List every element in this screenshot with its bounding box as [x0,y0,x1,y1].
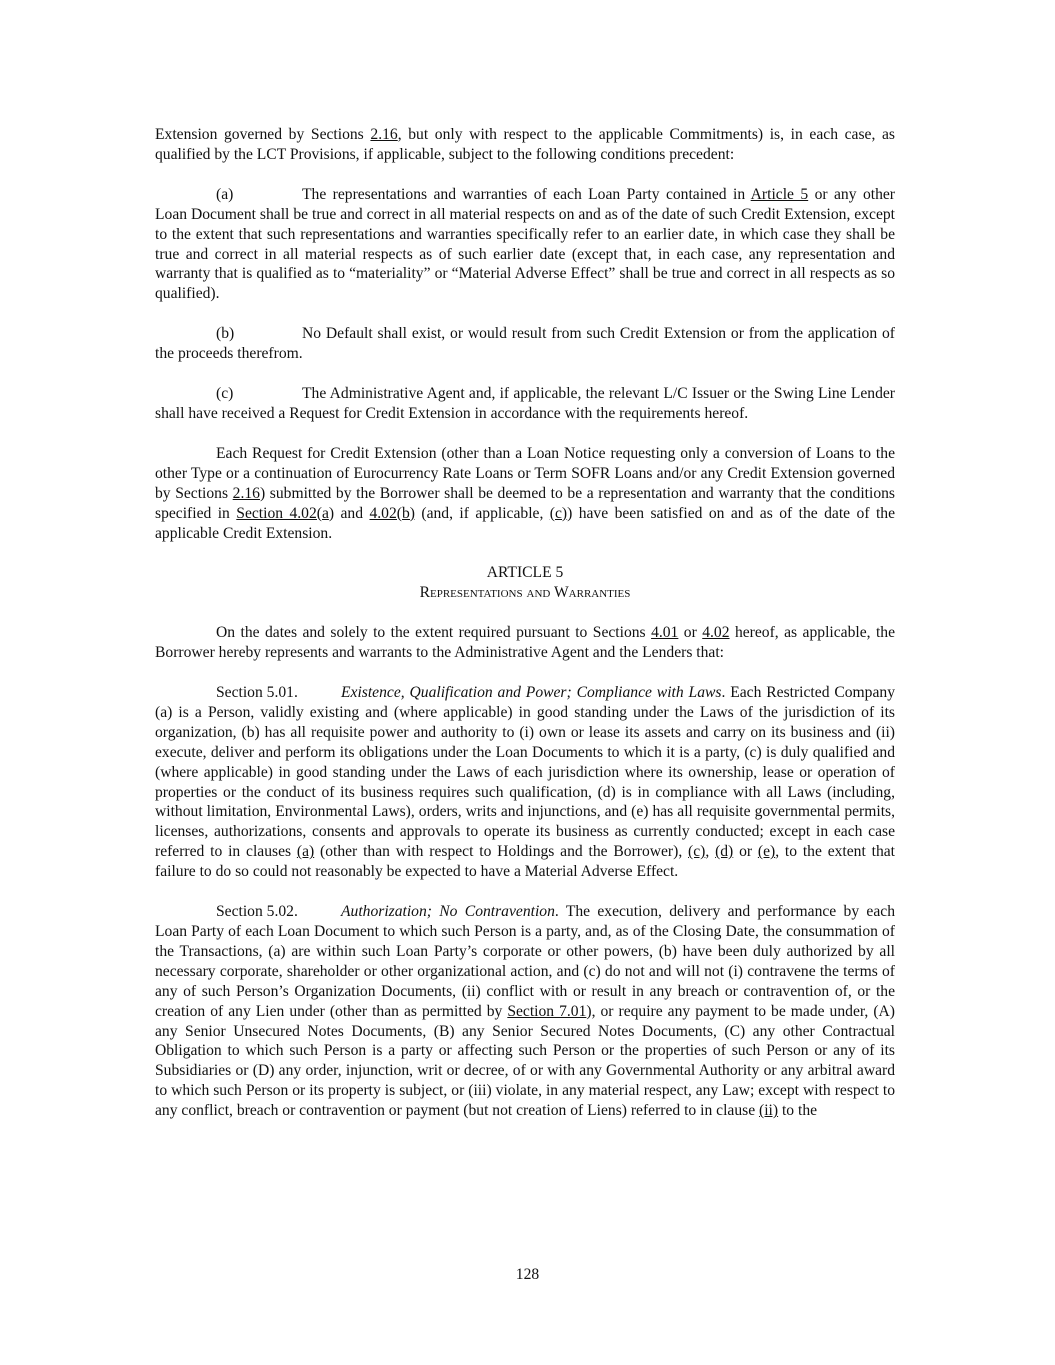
clause-a-label: (a) [216,185,234,203]
section-4-02a-reference: Section 4.02(a [236,504,329,522]
article-title: Representations and Warranties [419,584,631,602]
article-5-reference: Article 5 [750,185,809,203]
section-5-01-title: Existence, Qualification and Power; Compliance with Laws [341,684,722,702]
section-5-02: Section 5.02. Authorization; No Contravention. The execution, delivery and performance by each Loan Party of each Loan Document to which such Person is a party, and, as of the Closing Date, the consummation of the Transactions, (a) are within such Loan Party’s corporate or other powers, (b) have been duly authorized by all necessary corporate, shareholder or other organizational action, and (c) do not and will not (i) contravene the terms of any of such Person’s Organization Documents, (ii) conflict with or result in any breach or contravention of, or the creation of any Lien under (other than as permitted by Section 7.01), or require any payment to be made under, (A) any Senior Unsecured Notes Documents, (B) any Senior Secured Notes Documents, (C) any other Contractual Obligation to which such Person is a party or affecting such Person or the properties of such Person or any of its Subsidiaries or (D) any order, injunction, writ or decree, of or with any Governmental Authority or any arbitral award to which such Person or its property is subject, or (iii) violate, in any material respect, any Law; except with respect to any conflict, breach or contravention or payment (but not creation of Liens) referred to in clause (ii) to the [155,903,895,1120]
clause-a-reference: (a) [296,843,315,861]
page-body [155,125,895,1121]
clause-ii-reference: (ii) [759,1102,779,1120]
section-5-02-title: Authorization; No Contravention [341,903,555,921]
section-4-01-reference: 4.01 [651,624,679,642]
clause-c-label: (c) [216,385,234,403]
section-4-02b-reference: 4.02(b) [369,504,415,522]
clause-b: (b) No Default shall exist, or would result from such Credit Extension or from the application of the proceeds therefrom. [155,325,895,363]
section-5-01-number: Section 5.01. [216,684,298,702]
clause-b-label: (b) [216,325,235,343]
dates-paragraph: On the dates and solely to the extent required pursuant to Sections 4.01 or 4.02 hereof, as applicable, the Borrower hereby represents and warrants to the Administrative Agent and the Lenders that: [155,624,896,662]
section-5-01: Section 5.01. Existence, Qualification and Power; Compliance with Laws. Each Restricted Company (a) is a Person, validly existing and (where applicable) in good standing under the Laws of the jurisdiction of its organization, (b) has all requisite power and authority to (i) own or lease its assets and carry on its business and (ii) execute, deliver and perform its obligations under the Loan Documents to which it is a party, (c) is duly qualified and (where applicable) in good standing under the Laws of each jurisdiction where its ownership, lease or operation of properties or the conduct of its business requires such qualification, (d) is in compliance with all Laws (including, without limitation, Environmental Laws), orders, writs and injunctions, and (e) has all requisite governmental permits, licenses, authorizations, consents and approvals to operate its business as currently conducted; except in each case referred to in clauses (a) (other than with respect to Holdings and the Borrower), (c), (d) or (e), to the extent that failure to do so could not reasonably be expected to have a Material Adverse Effect. [155,684,896,881]
article-heading: ARTICLE 5 [486,564,564,582]
request-paragraph: Each Request for Credit Extension (other than a Loan Notice requesting only a conversion of Loans to the other Type or a continuation of Eurocurrency Rate Loans or Term SOFR Loans and/or any Credit Extension governed by Sections 2.16) submitted by the Borrower shall be deemed to be a representation and warranty that the conditions specified in Section 4.02(a) and 4.02(b) (and, if applicable, (c)) have been satisfied on and as of the date of the applicable Credit Extension. [155,444,896,542]
page-number: 128 [515,1266,540,1283]
clause-c: (c) The Administrative Agent and, if applicable, the relevant L/C Issuer or the Swing Line Lender shall have received a Request for Credit Extension in accordance with the requirements hereof. [155,385,895,422]
section-5-02-number: Section 5.02. [216,903,298,921]
clause-c-reference: (c) [688,843,706,861]
section-2-16-reference: 2.16 [232,484,260,502]
clause-e-reference: (e) [757,843,776,861]
clause-d-reference: (d) [715,843,734,861]
section-4-02-reference: 4.02 [702,624,730,642]
section-7-01-reference: Section 7.01 [507,1002,587,1020]
clause-a: (a) The representations and warranties of each Loan Party contained in Article 5 or any other Loan Document shall be true and correct in all material respects on and as of the date of such Credit Extension, except to the extent that such representations and warranties specifically refer to an earlier date, in which case they shall be true and correct in all material respects as of such earlier date (except that, in each case, any representation and warranty that is qualified as to “materiality” or “Material Adverse Effect” shall be true and correct in all respects as so qualified). [155,185,895,303]
clause-c-reference: (c) [549,504,568,522]
section-2-16-reference: 2.16 [370,126,398,143]
intro-paragraph: Extension governed by Sections 2.16, but only with respect to the applicable Commitments) is, in each case, as qualified by the LCT Provisions, if applicable, subject to the following conditions precedent: [155,126,895,163]
